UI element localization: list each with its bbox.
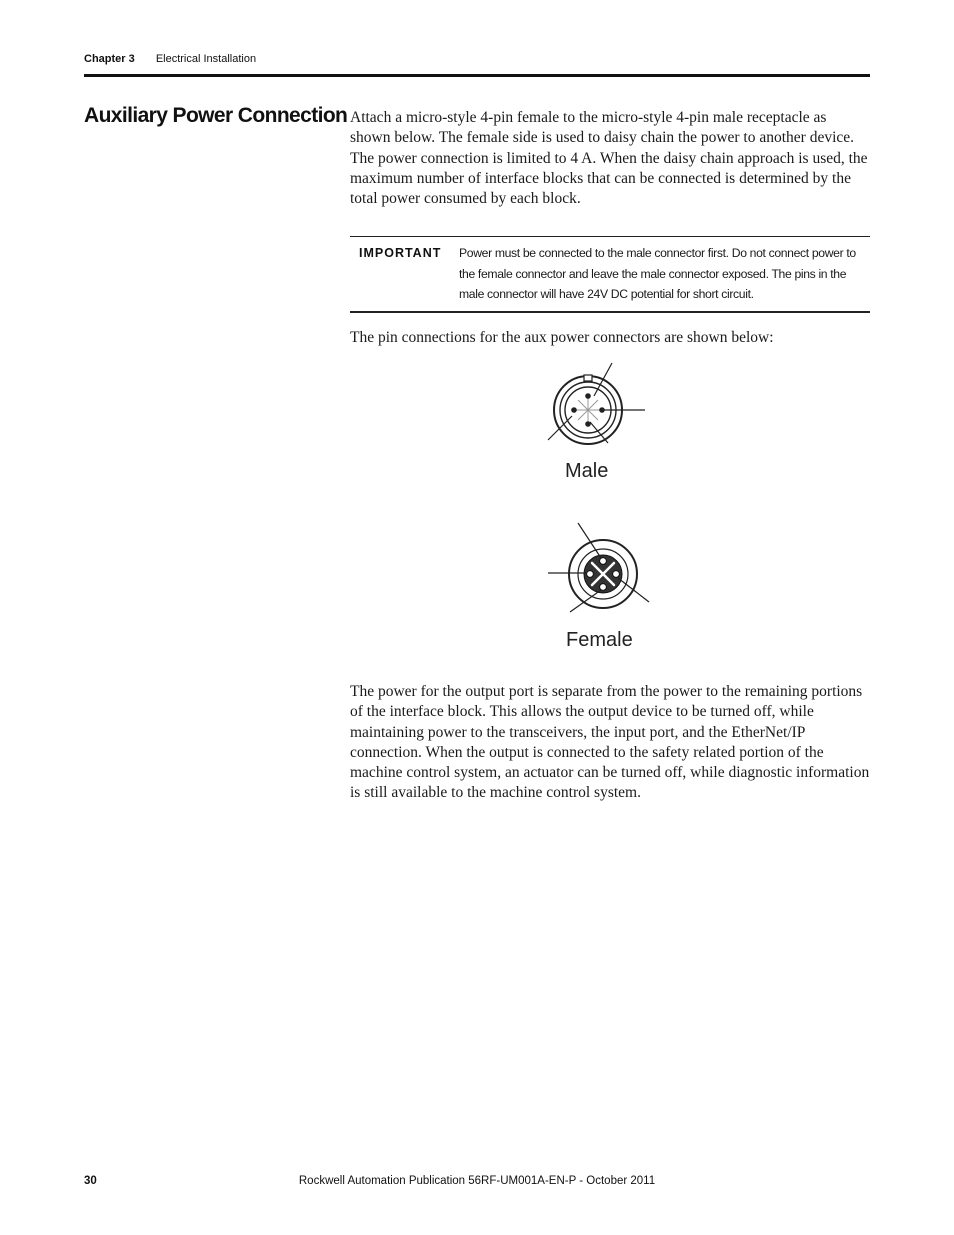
important-text: Power must be connected to the male connector first. Do not connect power to the female connector and leave the male connector exposed. The pins in the male connector will have 24V DC potential for short circuit. (459, 246, 856, 301)
output-power-paragraph: The power for the output port is separate from the power to the remaining portions of the interface block. This allows the output device to be turned off, while maintaining power to the transceivers, the input port, and the EtherNet/IP connection. When the output is connected to the safety related portion of the machine control system, an actuator can be turned off, while diagnostic information is still available to the machine control system. (350, 683, 870, 802)
male-label: Male (565, 460, 609, 482)
intro-paragraph: Attach a micro-style 4-pin female to the micro-style 4-pin male receptacle as shown below. The female side is used to daisy chain the power to another device. The power connection is limited to 4 A. When the daisy chain approach is used, the maximum number of interface blocks that can be connected is determined by the total power consumed by each block. (350, 109, 868, 208)
male-connector-diagram (540, 360, 650, 455)
important-label: IMPORTANT (359, 246, 442, 260)
running-header (84, 53, 256, 65)
chapter-title: Electrical Installation (155, 53, 257, 65)
section-title: Auxiliary Power Connection (84, 104, 348, 127)
page-number: 30 (84, 1175, 97, 1187)
important-note (350, 236, 870, 313)
chapter-number: Chapter 3 (84, 53, 135, 65)
female-label: Female (566, 629, 633, 651)
header-rule (84, 74, 870, 77)
female-connector-diagram (543, 520, 653, 615)
publication-footer: Rockwell Automation Publication 56RF-UM001A-EN-P - October 2011 (298, 1175, 656, 1187)
pin-intro-paragraph: The pin connections for the aux power connectors are shown below: (350, 329, 774, 346)
